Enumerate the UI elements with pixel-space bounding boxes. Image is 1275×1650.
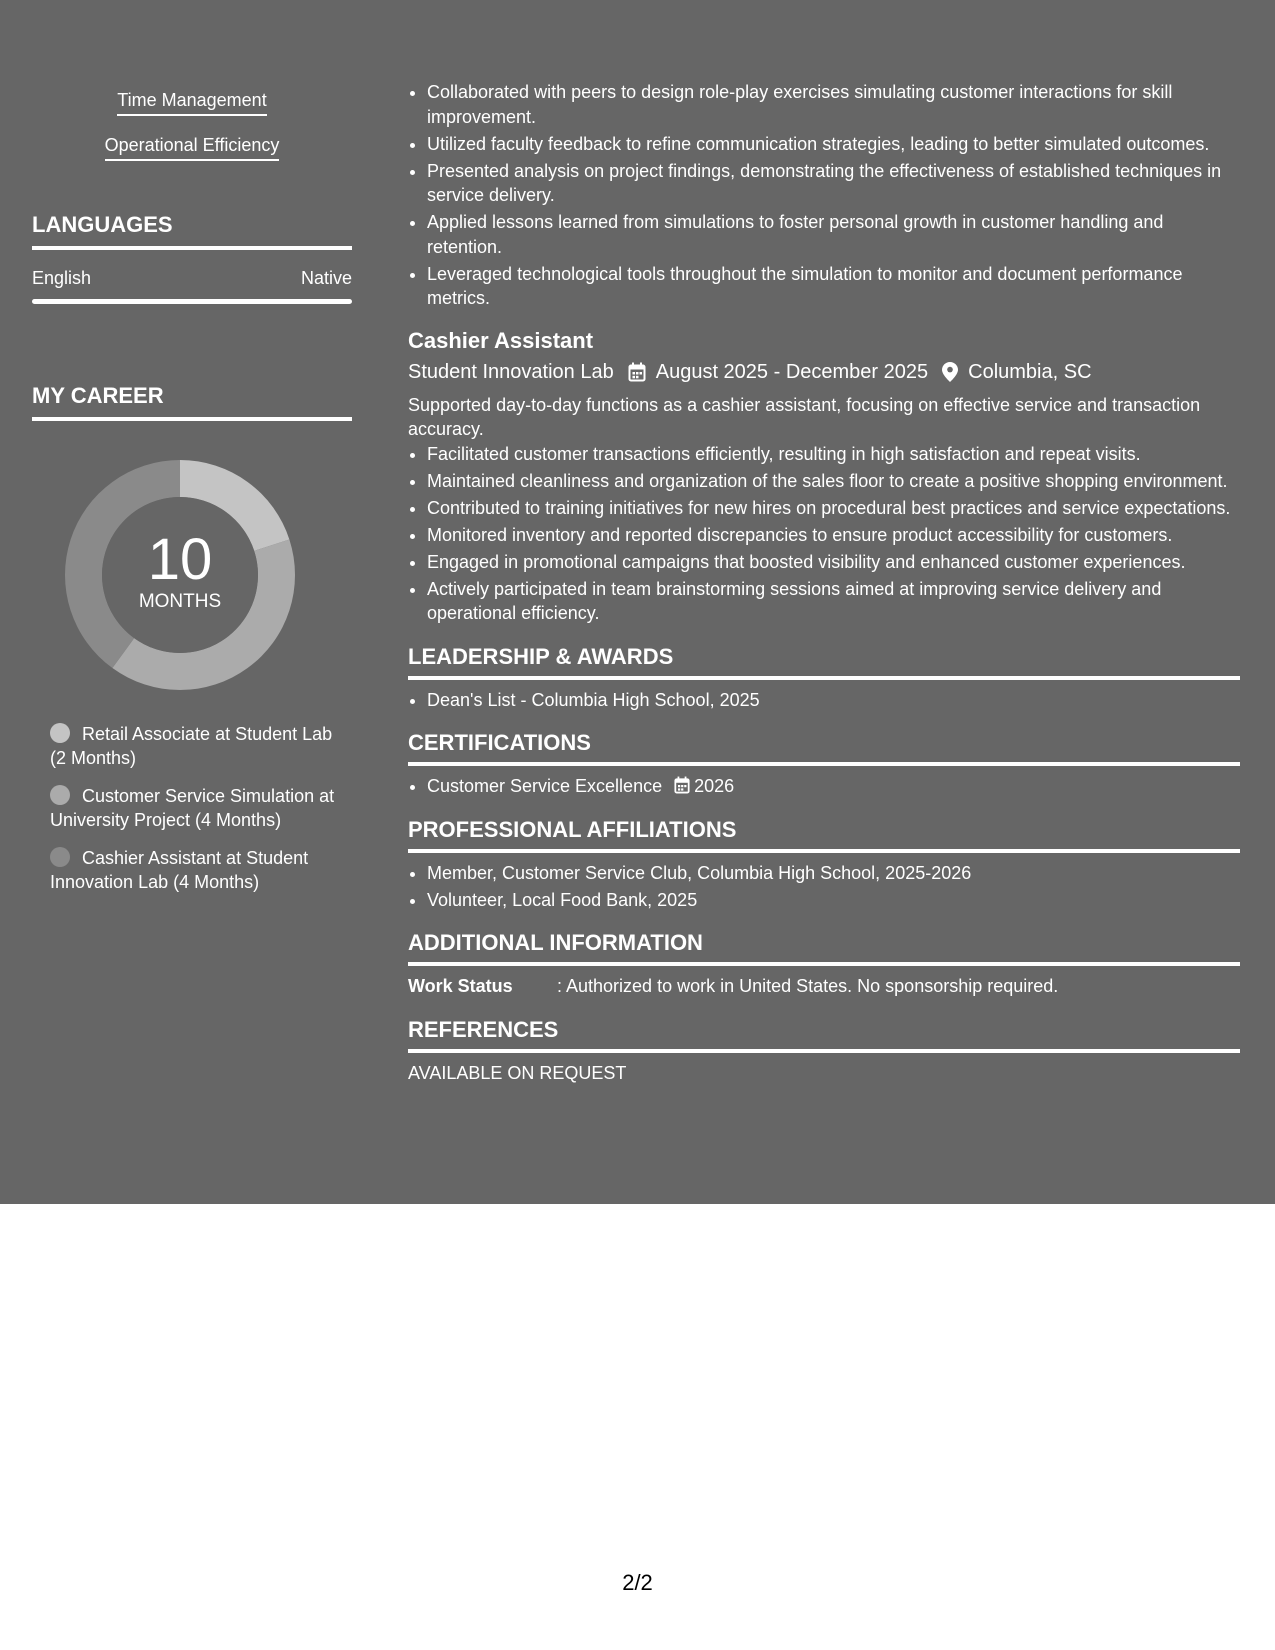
job-location: Columbia, SC [968,360,1092,383]
language-proficiency-bar [32,299,352,304]
additional-info-heading: ADDITIONAL INFORMATION [408,930,1240,966]
list-item: • Member, Customer Service Club, Columbia High School, 2025-2026 [427,861,1240,886]
calendar-icon [628,362,646,382]
legend-dot [50,785,70,805]
languages-heading: LANGUAGES [32,212,352,250]
list-item: • Utilized faculty feedback to refine communication strategies, leading to better simulated outcomes. [427,132,1240,157]
list-item: • Engaged in promotional campaigns that boosted visibility and enhanced customer experiences. [427,550,1240,575]
list-item [427,774,1240,799]
list-item: • Collaborated with peers to design role-play exercises simulating customer interactions for skill improvement. [427,80,1240,129]
legend-item: Customer Service Simulation at University Project (4 Months) [50,786,335,830]
career-legend [50,722,340,908]
job-meta [408,359,1240,385]
calendar-icon [674,776,690,794]
references-heading: REFERENCES [408,1017,1240,1053]
leadership-heading: LEADERSHIP & AWARDS [408,644,1240,680]
job-summary: Supported day-to-day functions as a cashier assistant, focusing on effective service and transaction accuracy. [408,394,1201,439]
legend-dot [50,723,70,743]
legend-item: Retail Associate at Student Lab (2 Months) [50,724,333,768]
work-status-row [408,974,1240,999]
language-name: English [32,268,92,288]
location-pin-icon [942,362,958,382]
job-company: Student Innovation Lab [408,360,614,383]
career-total-value: 10 [147,527,213,592]
list-item: • Contributed to training initiatives for new hires on procedural best practices and service expectations. [427,496,1240,521]
affiliations-heading: PROFESSIONAL AFFILIATIONS [408,817,1240,853]
language-level: Native [300,268,352,288]
legend-dot [50,847,70,867]
list-item: • Presented analysis on project findings, demonstrating the effectiveness of established techniques in service delivery. [427,159,1240,208]
list-item: • Dean's List - Columbia High School, 2025 [427,688,1240,713]
career-donut-chart [65,460,295,690]
donut-center [65,460,295,690]
list-item: • Volunteer, Local Food Bank, 2025 [427,888,1240,913]
job-bullets [408,442,1240,626]
main-content [408,80,1240,1085]
previous-job-bullets [408,80,1240,311]
career-heading: MY CAREER [32,383,352,421]
list-item: • Actively participated in team brainstorming sessions aimed at improving service delivery and operational efficiency. [427,577,1240,626]
list-item: • Leveraged technological tools throughout the simulation to monitor and document performance metrics. [427,262,1240,311]
list-item: • Applied lessons learned from simulations to foster personal growth in customer handling and retention. [427,210,1240,259]
career-total-unit: MONTHS [138,591,222,612]
references-text: AVAILABLE ON REQUEST [408,1062,627,1083]
certifications-list [408,774,1240,799]
legend-item: Cashier Assistant at Student Innovation Lab (4 Months) [50,848,309,892]
list-item: • Maintained cleanliness and organization of the sales floor to create a positive shopping environment. [427,469,1240,494]
certification-year: 2026 [694,776,735,796]
work-status-label: Work Status [408,976,513,996]
certification-name: Customer Service Excellence [427,776,663,796]
job-title: Cashier Assistant [408,327,594,353]
affiliations-list [408,861,1240,913]
page-number: 2/2 [622,1570,653,1595]
job-dates: August 2025 - December 2025 [655,360,929,383]
language-row [32,267,352,289]
list-item: • Monitored inventory and reported discrepancies to ensure product accessibility for customers. [427,523,1240,548]
leadership-list [408,688,1240,713]
skill-item: Operational Efficiency [32,134,352,161]
skill-item: Time Management [32,89,352,116]
certifications-heading: CERTIFICATIONS [408,730,1240,766]
work-status-value: : Authorized to work in United States. No sponsorship required. [557,976,1059,996]
list-item: • Facilitated customer transactions efficiently, resulting in high satisfaction and repeat visits. [427,442,1240,467]
